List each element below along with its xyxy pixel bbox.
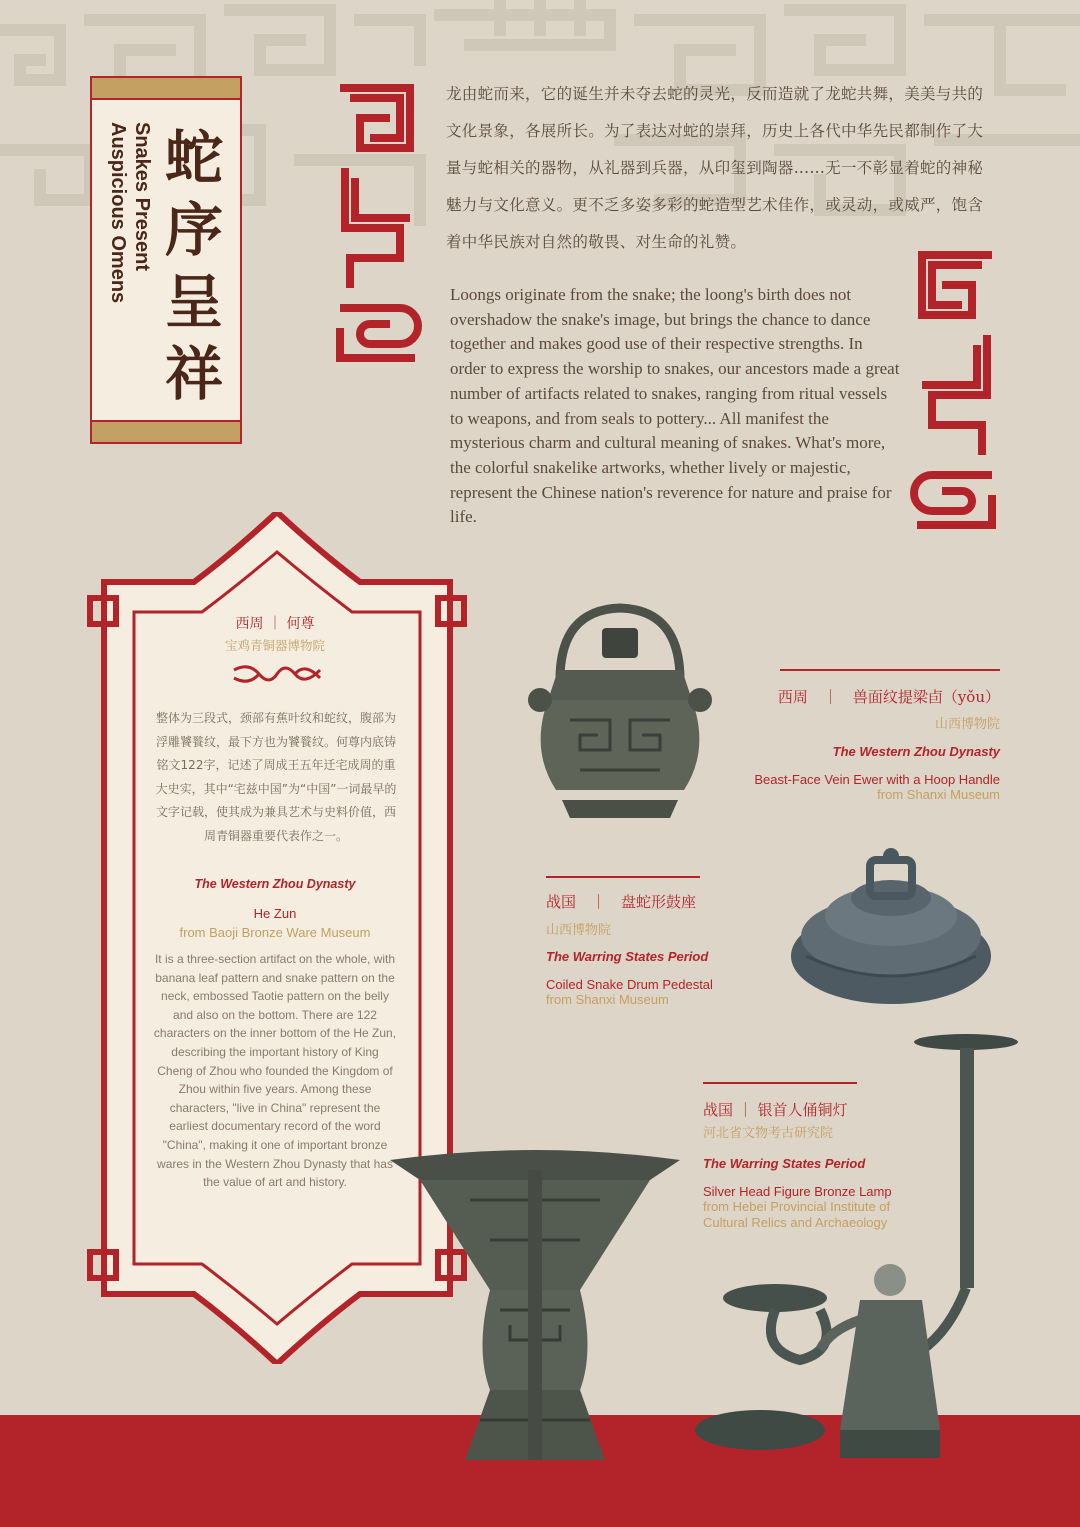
intro-chinese: 龙由蛇而来，它的诞生并未夺去蛇的灵光，反而造就了龙蛇共舞，美美与共的文化景象，各展所长。为了表达对蛇的崇拜，历史上各代中华先民都制作了大量与蛇相关的器物，从礼器到兵器，从印玺到陶器……无一不彰显着蛇的神秘魅力与文化意义。更不乏多姿多彩的蛇造型艺术佳作，或灵动，或威严，饱含着中华民族对自然的敬畏、对生命的礼赞。 [446,85,984,251]
item3-title-cn: 战国 ｜ 银首人俑铜灯 [703,1101,848,1119]
item1-name: Beast-Face Vein Ewer with a Hoop Handle [754,772,1000,787]
card-museum-cn: 宝鸡青铜器博物院 [224,638,325,653]
card-era-title: 西周 ｜ 何尊 [235,616,315,632]
item2-museum-cn: 山西博物院 [546,923,612,938]
scroll-rod-top [90,76,242,100]
scroll-rod-bottom [90,420,242,444]
card-description-cn: 整体为三段式，颈部有蕉叶纹和蛇纹，腹部为浮雕饕餮纹，最下方也为饕餮纹。何尊内底铸铭文122字，记述了周成王五年迁宅成周的重大史实，其中“宅兹中国”为“中国”一词最早的文字记载，使其成为兼具艺术与史料价值，西周青铜器重要代表作之一。 [155,711,397,843]
title-chinese [162,122,226,410]
card-description-en: It is a three-section artifact on the whole, with banana leaf pattern and snake pattern on the neck, embossed Taotie pattern on the belly and also on the bottom. There are 122 characters on the inner bottom of the He Zun, describing the important history of King Cheng of Zhou who founded the Kingdom of Zhou within five years. Among these characters, "live in China" represent the earliest documentary record of the word "China", making it one of important bronze wares in the Western Zhou Dynasty that has the value of art and history. [153,952,397,1190]
item1-from: from Shanxi Museum [877,787,1000,802]
card-dynasty: The Western Zhou Dynasty [194,877,356,891]
item3-museum-cn: 河北省文物考古研究院 [703,1126,834,1141]
snake-ornament-left [330,78,422,368]
title-scroll [90,76,242,444]
card-artifact-name: He Zun [253,906,297,921]
item1-title-cn: 西周 ｜ 兽面纹提梁卣（yǒu） [777,688,1000,706]
item2-title-cn: 战国 ｜ 盘蛇形鼓座 [546,893,697,911]
ewer-image [520,600,720,822]
title-english-line2: Auspicious Omens [107,122,129,304]
bronze-lamp-image [690,1030,1030,1470]
he-zun-image [380,1140,690,1470]
item3-from: from Hebei Provincial Institute of Cultural Relics and Archaeology [703,1199,891,1230]
intro-english: Loongs originate from the snake; the loong's birth does not overshadow the snake's image, but brings the chance to dance together and makes good use of their respective strengths. In order to express the worship to snakes, our ancestors made a great number of artifacts related to snakes, ranging from ritual vessels to weapons, and from seals to pottery... All manifest the mysterious charm and cultural meaning of snakes. What's more, the colorful snakelike artworks, whether lively or majestic, represent the Chinese nation's reverence for nature and praise for life. [450,285,900,527]
item2-rule [546,876,700,878]
item1-rule [780,669,1000,671]
item2-dynasty: The Warring States Period [546,949,709,964]
title-english-line1: Snakes Present [131,122,153,271]
snake-ornament-right [910,245,1002,535]
item2-name: Coiled Snake Drum Pedestal [546,977,713,992]
title-char: 祥 [164,340,223,408]
item3-name: Silver Head Figure Bronze Lamp [703,1184,892,1199]
title-char: 呈 [164,268,223,336]
card-museum-en: from Baoji Bronze Ware Museum [179,925,371,940]
title-char: 序 [164,196,223,264]
item2-from: from Shanxi Museum [546,992,669,1007]
title-english [98,122,158,412]
item1-dynasty: The Western Zhou Dynasty [832,744,1000,759]
drum-pedestal-image [786,846,996,1008]
title-char: 蛇 [164,124,223,192]
item1-museum-cn: 山西博物院 [934,717,1000,732]
item3-dynasty: The Warring States Period [703,1156,866,1171]
